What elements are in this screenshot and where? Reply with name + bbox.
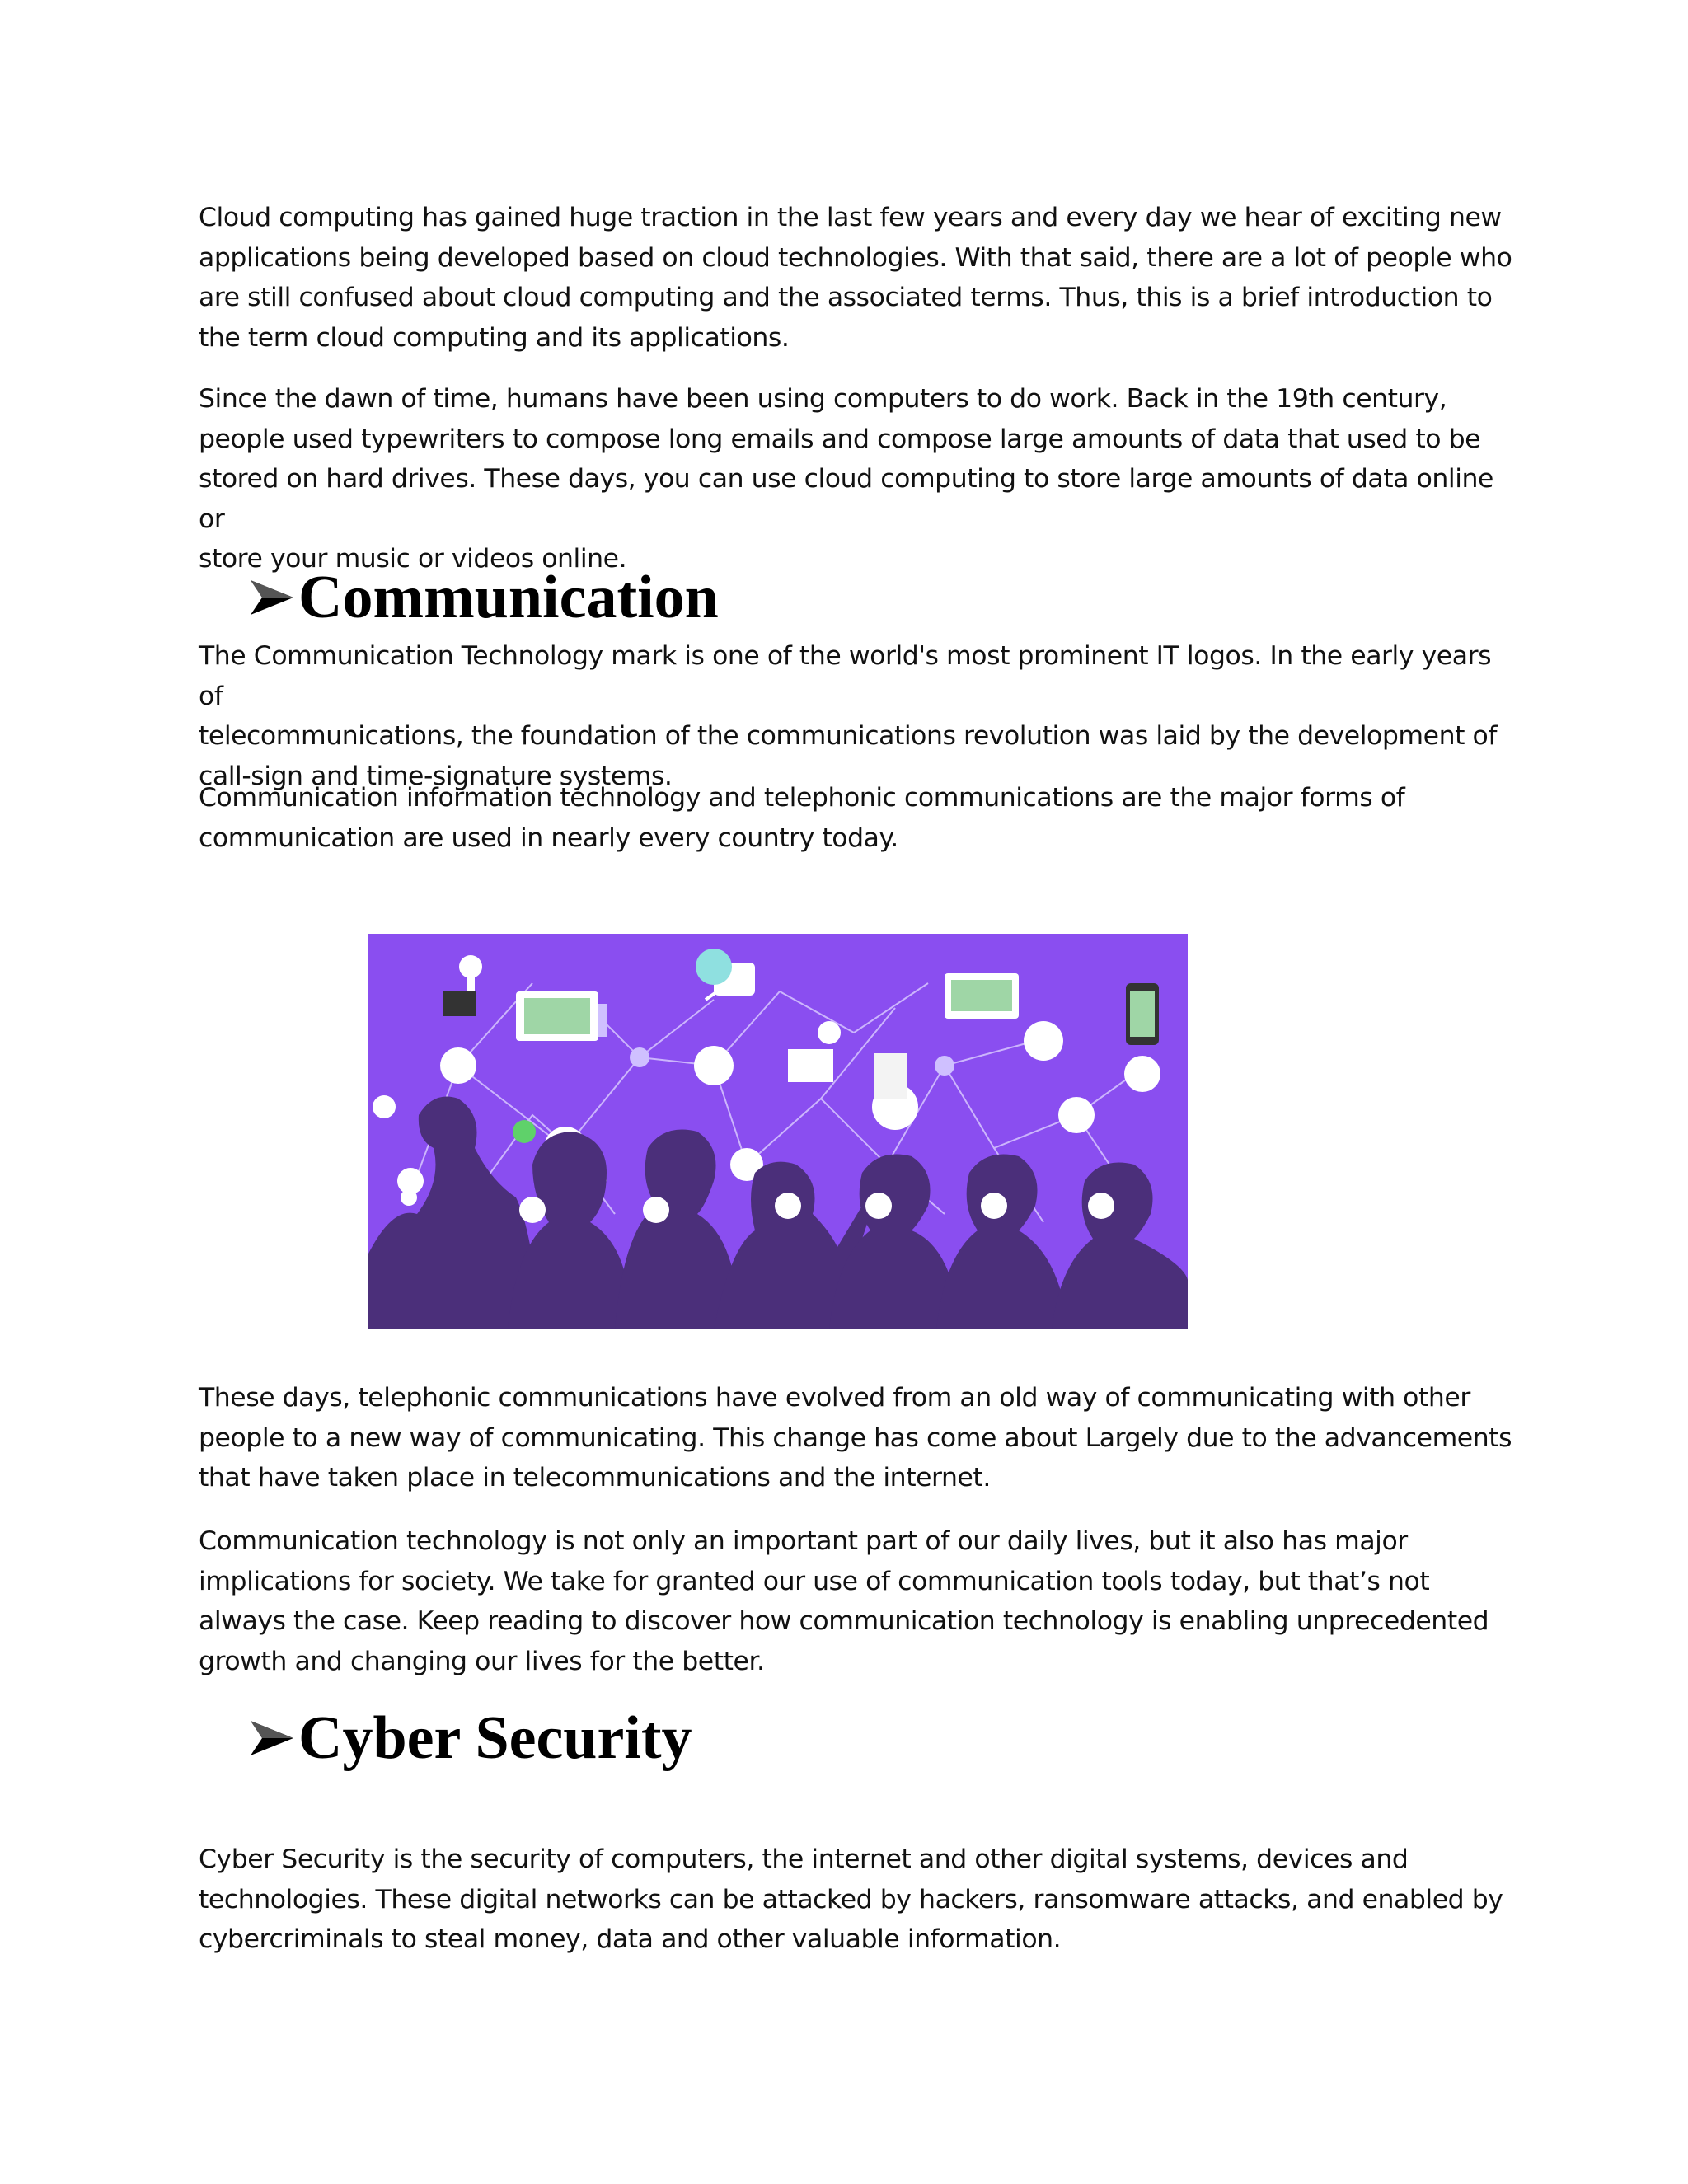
arrow-bullet-icon [247,577,297,618]
paragraph-telephonic: These days, telephonic communications have evolved from an old way of communicating with other people to a new way of communicating. This change has come about Largely due to the advancements that have taken place in telecommunications and the internet. [199,1383,1512,1493]
paragraph-comm-mark: The Communication Technology mark is one of the world's most prominent IT logos. In the early years of telecommunications, the foundation of the communications revolution was laid by the development of call-sign and time-signature systems. [199,641,1498,791]
paragraph-comm-society: Communication technology is not only an important part of our daily lives, but it also has major implications for society. We take for granted our use of communication tools today, but that’s not always the case. Keep reading to discover how communication technology is enabling unprecedented growth and changing our lives for the better. [199,1526,1489,1676]
heading-communication [247,564,719,631]
paragraph-comm-forms: Communication information technology and telephonic communications are the major forms of communication are used in nearly every country today. [199,783,1405,853]
heading-cyber-security [247,1704,692,1772]
heading-communication-label: Communication [298,564,719,631]
arrow-bullet-icon [247,1718,297,1759]
communication-illustration [368,934,1188,1329]
paragraph-cyber-security: Cyber Security is the security of computers, the internet and other digital systems, devices and technologies. These digital networks can be attacked by hackers, ransomware attacks, and enabled by cybercriminals to steal money, data and other valuable information. [199,1844,1503,1954]
paragraph-history: Since the dawn of time, humans have been using computers to do work. Back in the 19th century, people used typewriters to compose long emails and compose large amounts of data that used to be stored on hard drives. These days, you can use cloud computing to store large amounts of data online or store your music or videos online. [199,384,1493,574]
heading-cyber-security-label: Cyber Security [298,1704,692,1772]
paragraph-cloud-intro: Cloud computing has gained huge traction in the last few years and every day we hear of exciting new applications being developed based on cloud technologies. With that said, there are a lot of people who are still confused about cloud computing and the associated terms. Thus, this is a brief introduction to the term cloud computing and its applications. [199,203,1512,353]
